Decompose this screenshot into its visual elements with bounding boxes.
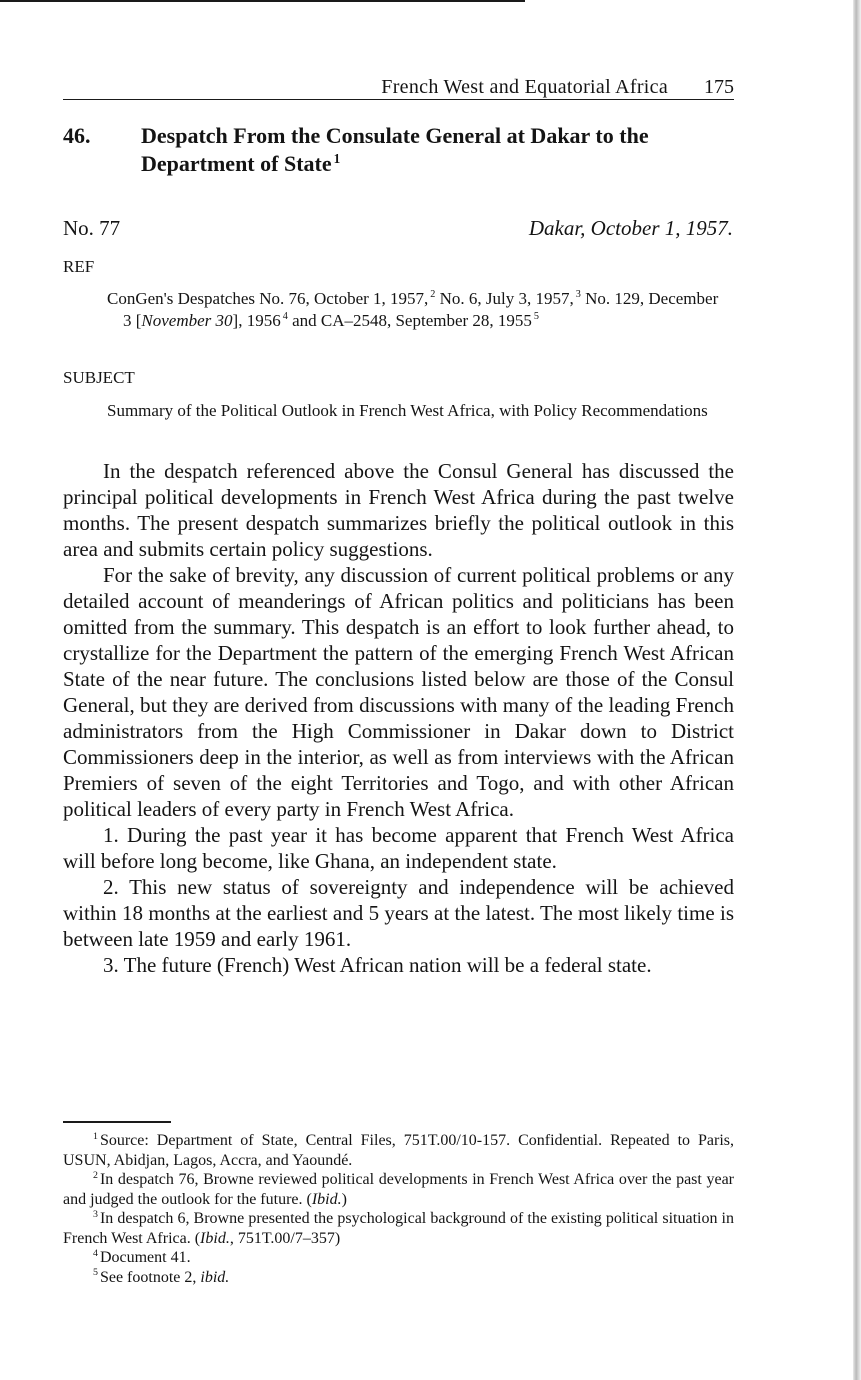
running-header	[63, 76, 734, 100]
footnote-3	[63, 1209, 734, 1248]
footnote-2	[63, 1170, 734, 1209]
paragraph: For the sake of brevity, any discussion of current political problems or any detailed account of meanderings of African politics and politicians has been omitted from the summary. This despatch is an effort to look further ahead, to crystallize for the Department the pattern of the emerging French West African State of the near future. The conclusions listed below are those of the Consul General, but they are derived from discussions with many of the leading French administrators from the High Commissioner in Dakar down to District Commissioners deep in the interior, as well as from interviews with the African Premiers of seven of the eight Territories and Togo, and with other African political leaders of every party in French West Africa.	[63, 563, 734, 821]
paragraph: 1. During the past year it has become apparent that French West Africa will before long become, like Ghana, an independent state.	[63, 823, 734, 873]
ref-text-part: ], 1956	[232, 311, 281, 330]
subject-text: Summary of the Political Outlook in French West Africa, with Policy Recommendations	[107, 401, 708, 420]
ref-text-part: No. 6, July 3, 1957,	[435, 289, 574, 308]
footnote-5	[63, 1268, 734, 1288]
ref-editorial-date: November 30	[141, 311, 233, 330]
ref-text-part: No. 129, December 3 [	[123, 289, 719, 330]
footnote-text: )	[341, 1190, 347, 1208]
footnote-1	[63, 1131, 734, 1170]
paragraph: 2. This new status of sovereignty and independence will be achieved within 18 months at the earliest and 5 years at the latest. The most likely time is between late 1959 and early 1961.	[63, 875, 734, 951]
running-header-title: French West and Equatorial Africa	[381, 76, 668, 98]
footnote-mark: 1	[93, 1130, 98, 1142]
footnote-ref-1: 1	[333, 150, 341, 166]
footnote-ibid: Ibid.	[200, 1229, 230, 1247]
document-number: 46.	[63, 123, 91, 148]
footnotes	[63, 1131, 734, 1287]
page-edge-shadow	[853, 0, 861, 1380]
ref-text-part: and CA–2548, September 28, 1955	[287, 311, 532, 330]
footnote-text: , 751T.00/7–357)	[229, 1229, 341, 1247]
subject-label: SUBJECT	[63, 368, 135, 387]
document-title-text: Despatch From the Consulate General at Dakar to the Department of State	[141, 123, 649, 176]
footnote-divider	[63, 1121, 171, 1123]
footnote-text: Document 41.	[99, 1249, 191, 1266]
despatch-number: No. 77	[63, 216, 121, 240]
paragraph: In the despatch referenced above the Consul General has discussed the principal political developments in French West Africa during the past twelve months. The present despatch summarizes briefly the political outlook in this area and submits certain policy suggestions.	[63, 459, 734, 561]
footnote-ibid: Ibid.	[311, 1190, 342, 1208]
footnote-4	[63, 1248, 734, 1268]
paragraph: 3. The future (French) West African nation will be a federal state.	[103, 953, 652, 977]
footnote-ref-2: 2	[430, 289, 436, 301]
document-title	[141, 122, 741, 178]
body-text	[63, 458, 734, 978]
footnote-text: Source: Department of State, Central Files, 751T.00/10-157. Confidential. Repeated to Paris, USUN, Abidjan, Lagos, Accra, and Yaoundé.	[63, 1132, 734, 1169]
ref-label: REF	[63, 257, 95, 276]
footnote-mark: 3	[93, 1208, 98, 1220]
footnote-ref-5: 5	[533, 311, 540, 323]
footnote-text: In despatch 6, Browne presented the psychological background of the existing political situation in French West Africa. (	[63, 1210, 734, 1247]
top-scan-edge-line	[0, 0, 525, 2]
footnote-mark: 4	[93, 1247, 98, 1259]
ref-text	[107, 288, 723, 332]
footnote-ibid: ibid.	[200, 1268, 230, 1286]
footnote-text: In despatch 76, Browne reviewed political developments in French West Africa over the past year and judged the outlook for the future. (	[63, 1171, 734, 1208]
footnote-ref-4: 4	[282, 311, 288, 323]
footnote-ref-3: 3	[575, 289, 581, 301]
footnote-mark: 2	[93, 1169, 98, 1181]
footnote-text: See footnote 2,	[99, 1268, 201, 1286]
footnote-mark: 5	[93, 1267, 98, 1279]
ref-text-part: ConGen's Despatches No. 76, October 1, 1957,	[107, 289, 429, 308]
page-number: 175	[704, 76, 734, 98]
dateline: Dakar, October 1, 1957.	[528, 216, 733, 240]
